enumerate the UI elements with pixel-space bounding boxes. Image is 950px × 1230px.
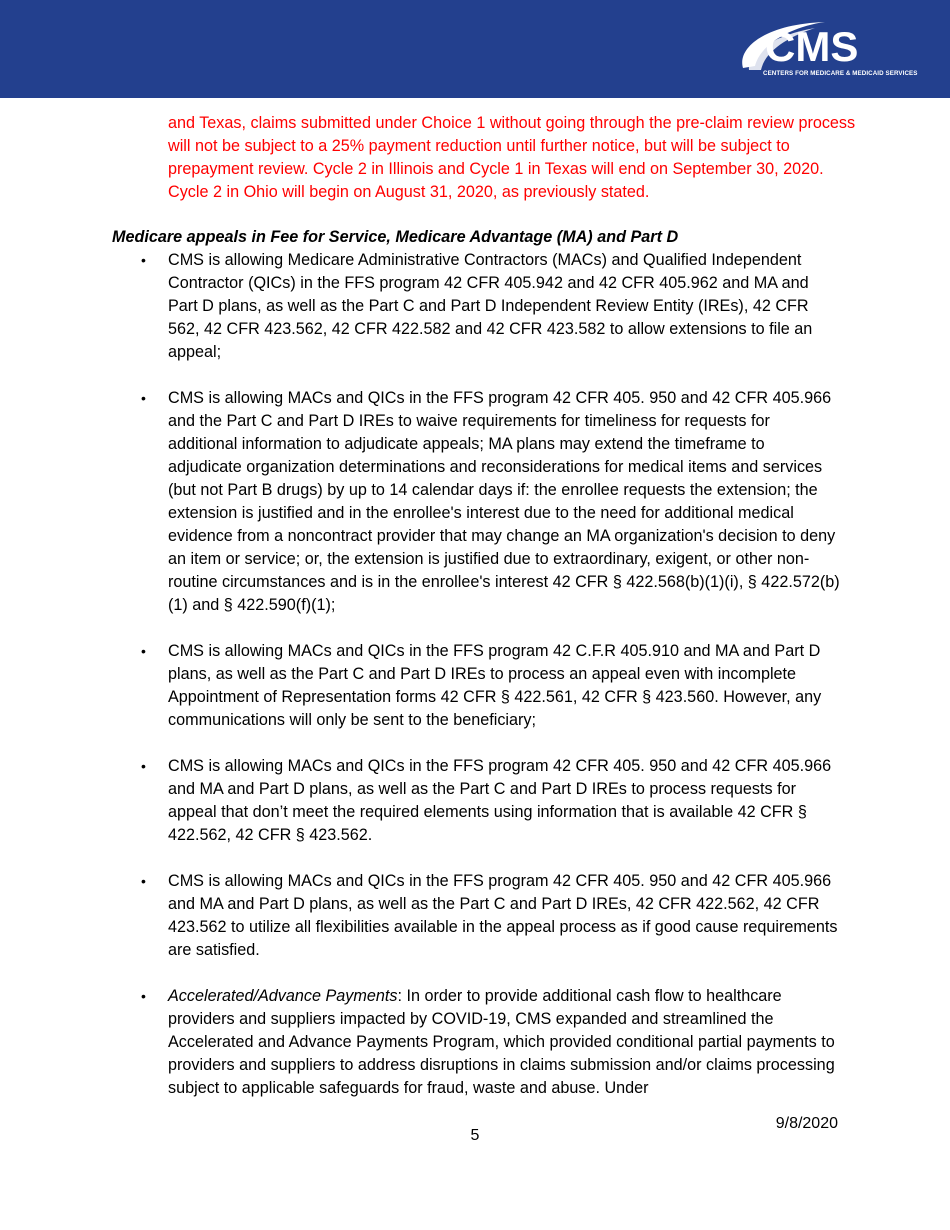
- header-band: [0, 0, 950, 98]
- list-item-text: CMS is allowing MACs and QICs in the FFS program 42 CFR 405. 950 and 42 CFR 405.966 and MA and Part D plans, as well as the Part C and Part D IREs, 42 CFR 422.562, 42 CFR 423.562 to utilize all flexibilities available in the appeal process as if good cause requirements are satisfied.: [168, 872, 838, 959]
- list-item-text: : In order to provide additional cash flow to healthcare providers and suppliers impacted by COVID-19, CMS expanded and streamlined the Accelerated and Advance Payments Program, which provided conditional partial payments to providers and suppliers to address disruptions in claims submission and/or claims processing subject to applicable safeguards for fraud, waste and abuse. Under: [168, 987, 835, 1097]
- cms-logo-wordmark: CMS: [765, 23, 859, 70]
- list-item: [141, 249, 840, 364]
- page-number: 5: [470, 1127, 480, 1144]
- appeals-bullet-list: [0, 249, 950, 1100]
- bullet-icon: •: [141, 643, 146, 659]
- list-item-text: CMS is allowing Medicare Administrative Contractors (MACs) and Qualified Independent Contractor (QICs) in the FFS program 42 CFR 405.942 and 42 CFR 405.962 and MA and Part D plans, as well as the Part C and Part D Independent Review Entity (IREs), 42 CFR 562, 42 CFR 423.562, 42 CFR 422.582 and 42 CFR 423.582 to allow extensions to file an appeal;: [168, 251, 813, 361]
- bullet-icon: •: [141, 252, 146, 268]
- list-item-text: CMS is allowing MACs and QICs in the FFS program 42 CFR 405. 950 and 42 CFR 405.966 and MA and Part D plans, as well as the Part C and Part D IREs to process requests for appeal that don’t meet the required elements using information that is available 42 CFR § 422.562, 42 CFR § 423.562.: [168, 757, 832, 844]
- list-item: [141, 387, 840, 617]
- section-heading: Medicare appeals in Fee for Service, Medicare Advantage (MA) and Part D: [112, 228, 679, 246]
- list-item-italic-lead: Accelerated/Advance Payments: [168, 987, 398, 1005]
- cms-logo: [735, 18, 918, 82]
- list-item: [141, 755, 840, 847]
- list-item: [141, 985, 840, 1100]
- cms-logo-tagline: CENTERS FOR MEDICARE & MEDICAID SERVICES: [763, 70, 918, 77]
- bullet-icon: •: [141, 873, 146, 889]
- bullet-icon: •: [141, 758, 146, 774]
- bullet-icon: •: [141, 390, 146, 406]
- list-item: [141, 870, 840, 962]
- page-date: 9/8/2020: [775, 1115, 838, 1132]
- document-body: [0, 112, 950, 1123]
- bullet-icon: •: [141, 988, 146, 1004]
- intro-red-paragraph: and Texas, claims submitted under Choice 1 without going through the pre-claim review process will not be subject to a 25% payment reduction until further notice, but will be subject to prepayment review. Cycle 2 in Illinois and Cycle 1 in Texas will end on September 30, 2020. Cycle 2 in Ohio will begin on August 31, 2020, as previously stated.: [168, 114, 856, 201]
- list-item: [141, 640, 840, 732]
- list-item-text: CMS is allowing MACs and QICs in the FFS program 42 C.F.R 405.910 and MA and Part D plans, as well as the Part C and Part D IREs to process an appeal even with incomplete Appointment of Representation forms 42 CFR § 422.561, 42 CFR § 423.560. However, any communications will only be sent to the beneficiary;: [168, 642, 822, 729]
- list-item-text: CMS is allowing MACs and QICs in the FFS program 42 CFR 405. 950 and 42 CFR 405.966 and the Part C and Part D IREs to waive requirements for timeliness for requests for additional information to adjudicate appeals; MA plans may extend the timeframe to adjudicate organization determinations and reconsiderations for medical items and services (but not Part B drugs) by up to 14 calendar days if: the enrollee requests the extension; the extension is justified and in the enrollee's interest due to the need for additional medical evidence from a noncontract provider that may change an MA organization's decision to deny an item or service; or, the extension is justified due to extraordinary, exigent, or other non-routine circumstances and is in the enrollee's interest 42 CFR § 422.568(b)(1)(i), § 422.572(b)(1) and § 422.590(f)(1);: [168, 389, 840, 614]
